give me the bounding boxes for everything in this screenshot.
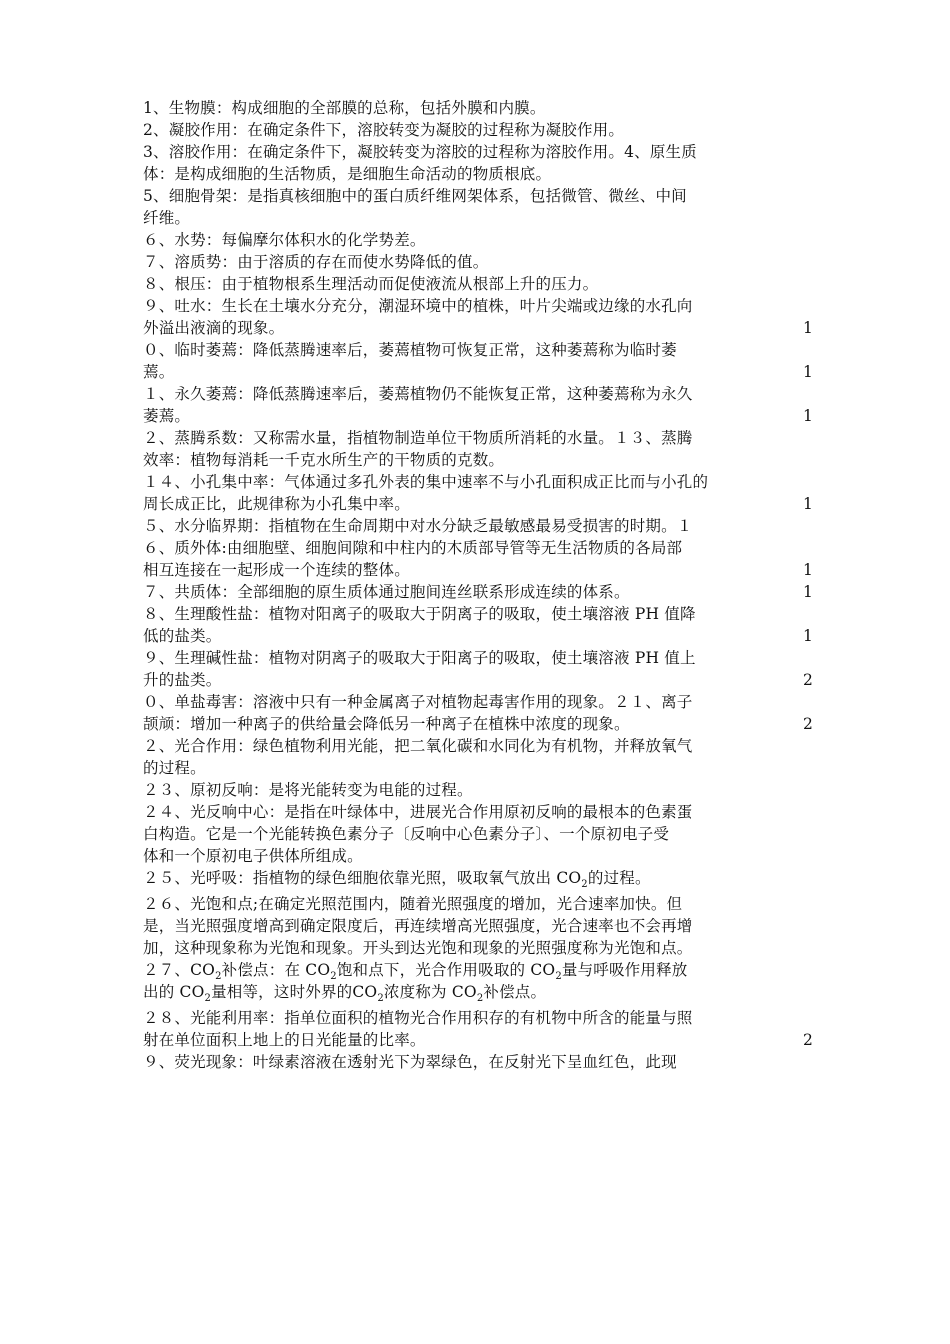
- text-line: 体和一个原初电子供体所组成。: [143, 847, 363, 865]
- text-line: 低的盐类。 1: [143, 627, 813, 645]
- text-line: 是，当光照强度增高到确定限度后，再连续增高光照强度，光合速率也不会再增: [143, 917, 693, 935]
- text-line: 效率：植物每消耗一千克水所生产的干物质的克数。: [143, 451, 505, 469]
- text-line: １、永久萎蔫：降低蒸腾速率后，萎蔫植物仍不能恢复正常，这种萎蔫称为永久: [143, 385, 693, 403]
- text-line: ２７、$CO_2$补偿点：在 $CO_2$饱和点下，光合作用吸取的 $CO_2$量与呼吸作用释放: [143, 961, 688, 982]
- text-line: ６、水势：每偏摩尔体积水的化学势差。: [143, 231, 426, 249]
- text-line: ２５、光呼吸：指植物的绿色细胞依靠光照，吸取氧气放出 $CO_2$的过程。: [143, 869, 651, 890]
- line-number: 1: [802, 583, 813, 601]
- text-line: 外溢出液滴的现象。 1: [143, 319, 813, 337]
- text-line: ０、单盐毒害：溶液中只有一种金属离子对植物起毒害作用的现象。２１、离子: [143, 693, 693, 711]
- text-line: ６、质外体:由细胞壁、细胞间隙和中柱内的木质部导管等无生活物质的各局部: [143, 539, 683, 557]
- line-number: 1: [802, 363, 813, 381]
- text-line: 周长成正比，此规律称为小孔集中率。 1: [143, 495, 813, 513]
- text-line: 相互连接在一起形成一个连续的整体。 1: [143, 561, 813, 579]
- text-line: 体：是构成细胞的生活物质，是细胞生命活动的物质根底。: [143, 165, 552, 183]
- text-line: ８、生理酸性盐：植物对阳离子的吸取大于阴离子的吸取，使土壤溶液 PH 值降: [143, 605, 696, 623]
- line-number: 2: [802, 1031, 813, 1049]
- text-line: ８、根压：由于植物根系生理活动而促使液流从根部上升的压力。: [143, 275, 599, 293]
- text-line: 3、溶胶作用：在确定条件下，凝胶转变为溶胶的过程称为溶胶作用。4、原生质: [143, 143, 697, 161]
- text-line: ５、水分临界期：指植物在生命周期中对水分缺乏最敏感最易受损害的时期。１: [143, 517, 693, 535]
- line-number: 2: [802, 715, 813, 733]
- text-line: ７、共质体：全部细胞的原生质体通过胞间连丝联系形成连续的体系。 1: [143, 583, 813, 601]
- text-line: ２８、光能利用率：指单位面积的植物光合作用积存的有机物中所含的能量与照: [143, 1009, 693, 1027]
- line-number: 1: [802, 627, 813, 645]
- text-line: ２６、光饱和点;在确定光照范围内，随着光照强度的增加，光合速率加快。但: [143, 895, 683, 913]
- text-line: ２３、原初反响：是将光能转变为电能的过程。: [143, 781, 473, 799]
- text-line: ０、临时萎蔫：降低蒸腾速率后，萎蔫植物可恢复正常，这种萎蔫称为临时萎: [143, 341, 677, 359]
- text-line: 蔫。 1: [143, 363, 813, 381]
- text-line: 5、细胞骨架：是指真核细胞中的蛋白质纤维网架体系，包括微管、微丝、中间: [143, 187, 687, 205]
- text-line: 升的盐类。 2: [143, 671, 813, 689]
- text-line: 出的 $CO_2$量相等，这时外界的$CO_2$浓度称为 $CO_2$补偿点。: [143, 983, 547, 1004]
- text-line: １４、小孔集中率：气体通过多孔外表的集中速率不与小孔面积成正比而与小孔的: [143, 473, 709, 491]
- text-line: 的过程。: [143, 759, 206, 777]
- text-line: ９、生理碱性盐：植物对阴离子的吸取大于阳离子的吸取，使土壤溶液 PH 值上: [143, 649, 696, 667]
- text-line: ２４、光反响中心：是指在叶绿体中，进展光合作用原初反响的最根本的色素蛋: [143, 803, 693, 821]
- text-line: 纤维。: [143, 209, 191, 227]
- line-number: 1: [802, 561, 813, 579]
- glossary-text: [143, 97, 813, 1073]
- line-number: 2: [802, 671, 813, 689]
- line-number: 1: [802, 495, 813, 513]
- line-number: 1: [802, 407, 813, 425]
- text-line: 颉颃：增加一种离子的供给量会降低另一种离子在植株中浓度的现象。 2: [143, 715, 813, 733]
- text-line: ２、蒸腾系数：又称需水量，指植物制造单位干物质所消耗的水量。１３、蒸腾: [143, 429, 693, 447]
- text-line: ９、荧光现象：叶绿素溶液在透射光下为翠绿色，在反射光下呈血红色，此现: [143, 1053, 677, 1071]
- text-line: 加，这种现象称为光饱和现象。开头到达光饱和现象的光照强度称为光饱和点。: [143, 939, 693, 957]
- text-line: 白构造。它是一个光能转换色素分子〔反响中心色素分子〕、一个原初电子受: [143, 825, 670, 843]
- text-line: 射在单位面积上地上的日光能量的比率。 2: [143, 1031, 813, 1049]
- text-line: ２、光合作用：绿色植物利用光能，把二氧化碳和水同化为有机物，并释放氧气: [143, 737, 693, 755]
- text-line: ７、溶质势：由于溶质的存在而使水势降低的值。: [143, 253, 489, 271]
- subscript: 2: [581, 879, 588, 890]
- text-line: 2、凝胶作用：在确定条件下，溶胶转变为凝胶的过程称为凝胶作用。: [143, 121, 625, 139]
- text-line: 1、生物膜：构成细胞的全部膜的总称，包括外膜和内膜。: [143, 99, 546, 117]
- text-line: ９、吐水：生长在土壤水分充分，潮湿环境中的植株，叶片尖端或边缘的水孔向: [143, 297, 693, 315]
- line-number: 1: [802, 319, 813, 337]
- text-line: 萎蔫。 1: [143, 407, 813, 425]
